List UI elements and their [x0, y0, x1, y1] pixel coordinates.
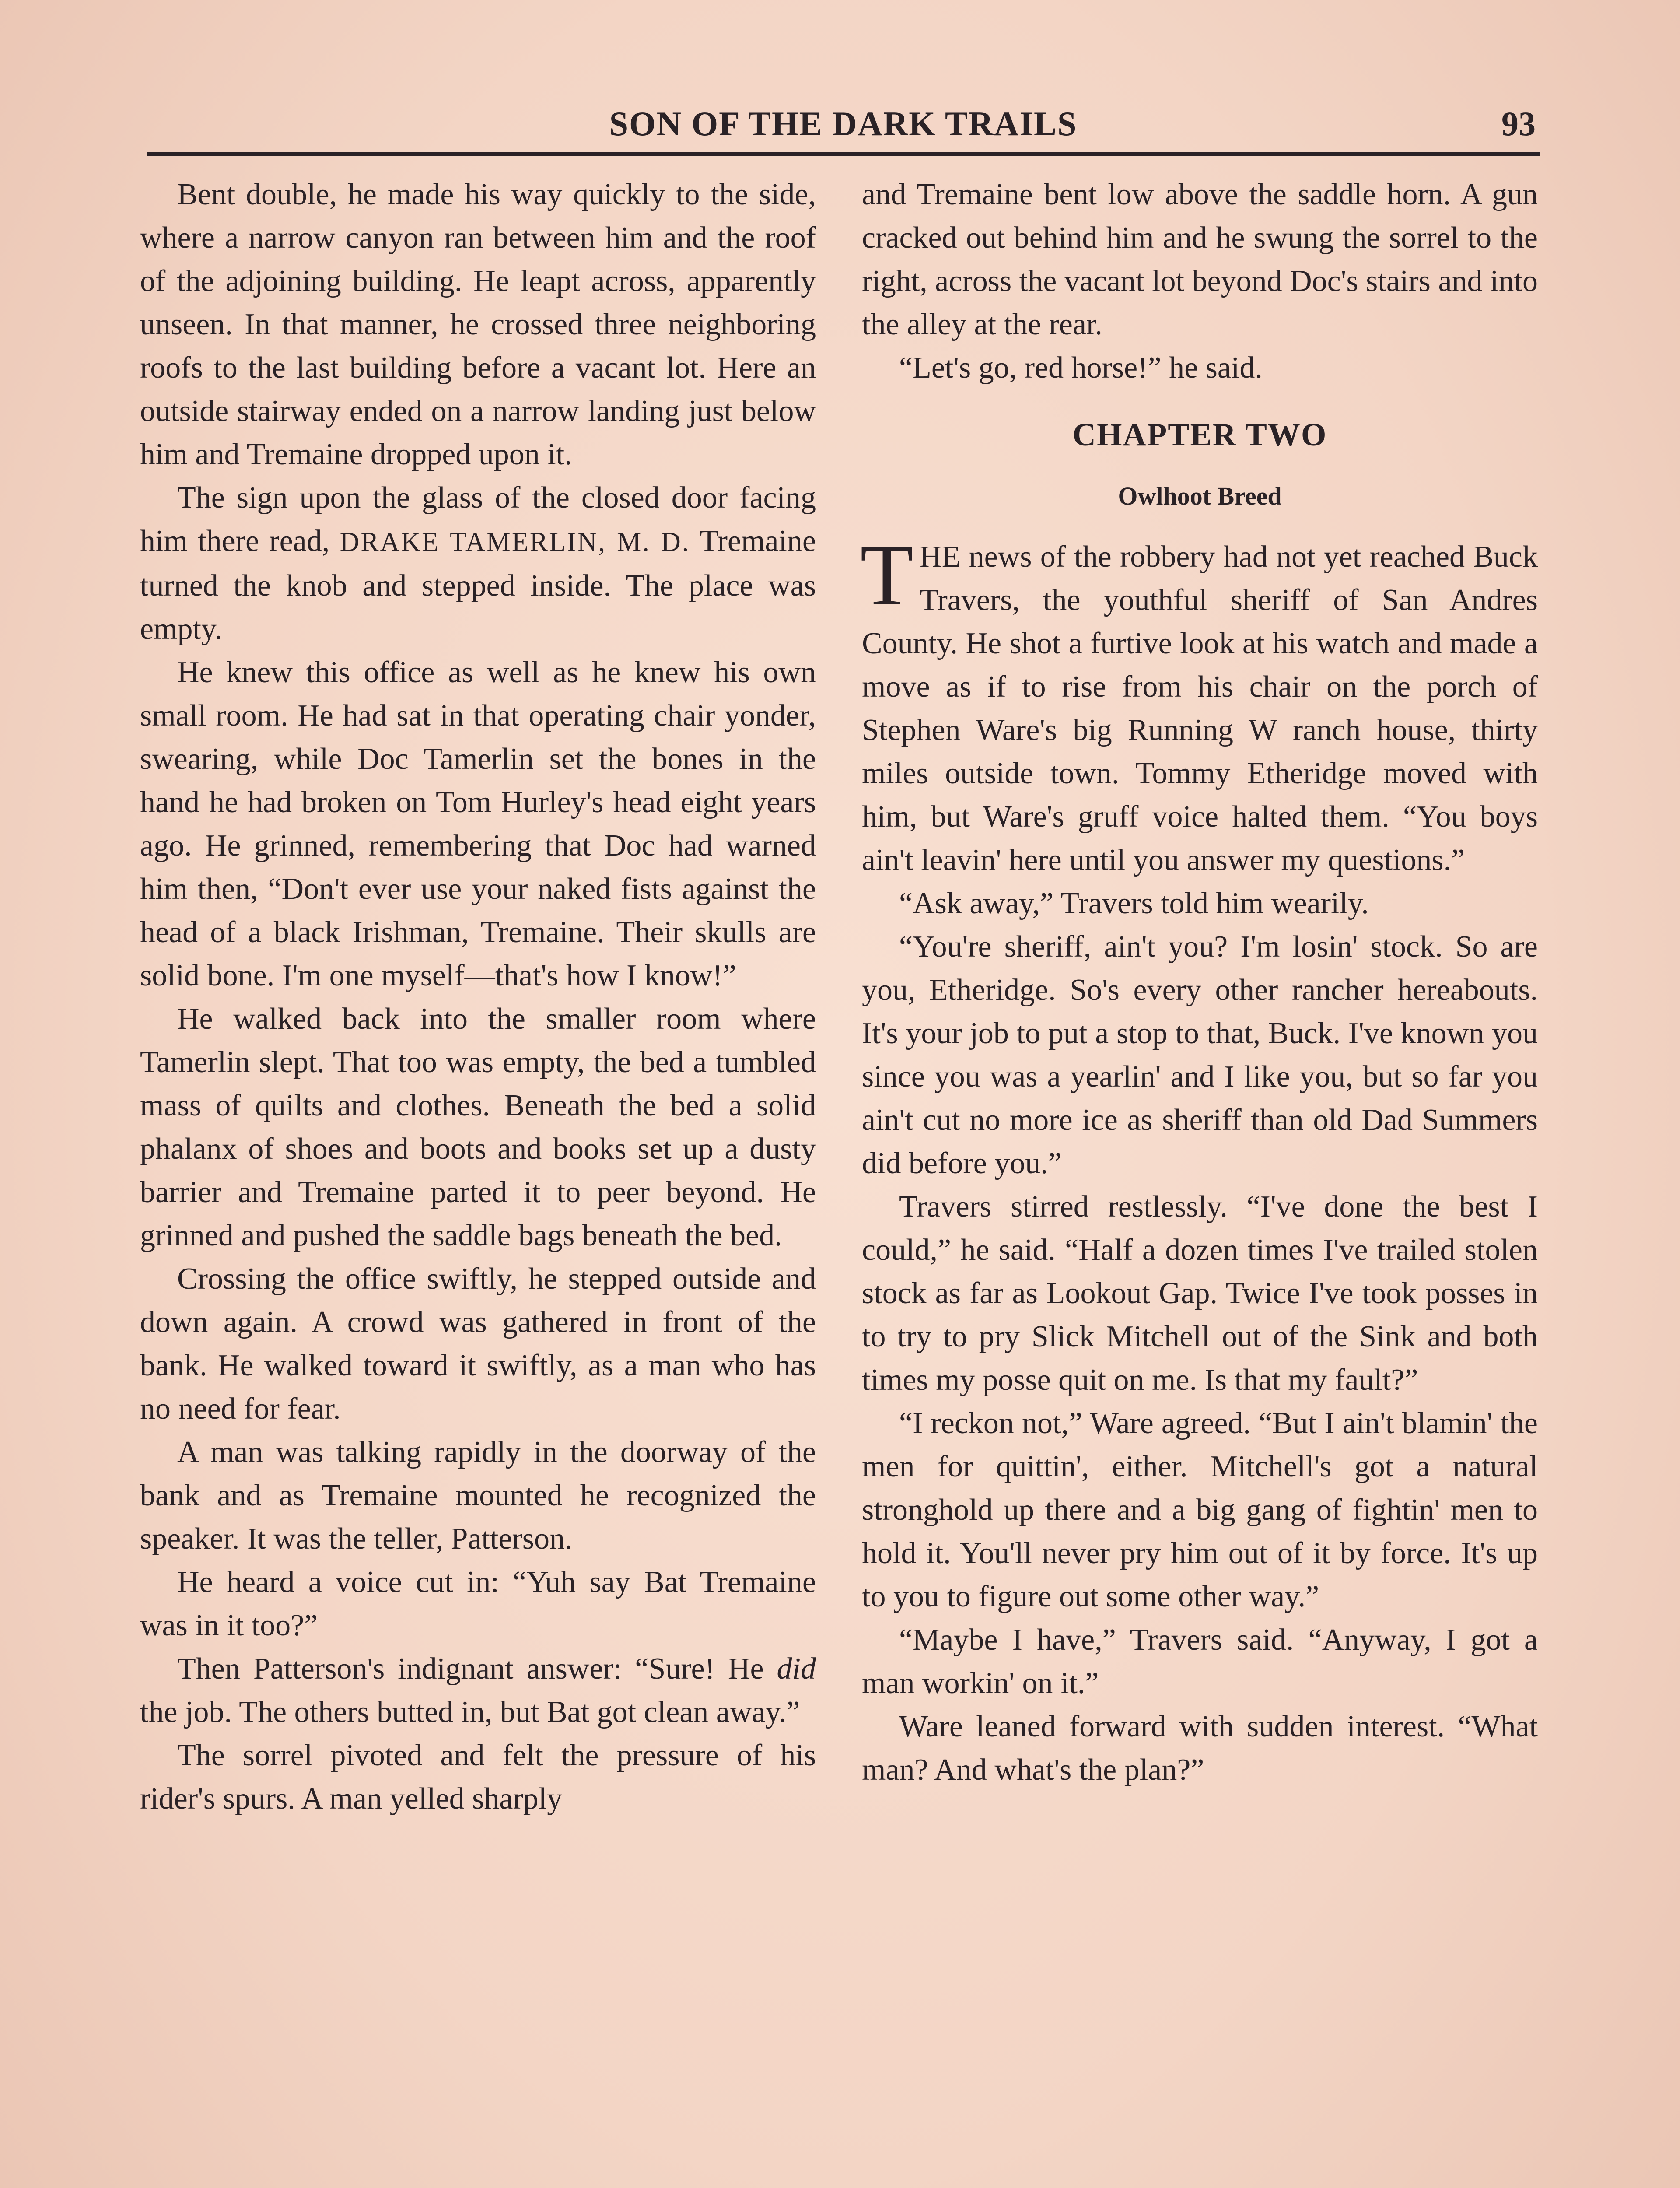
opening-paragraph: THE news of the robbery had not yet reached Buck Travers, the youthful sheriff of San Andres County. He shot a furtive look at his watch and made a move as if to rise from his chair on the porch of Stephen Ware's big Running W ranch house, thirty miles outside town. Tommy Etheridge moved with him, but Ware's gruff voice halted them. “You boys ain't leavin' here until you answer my questions.” — [860, 527, 1538, 877]
running-head: SON OF THE DARK TRAILS — [609, 105, 1078, 143]
paragraph: “I reckon not,” Ware agreed. “But I ain't blamin' the men for quittin', either. Mitchell's got a natural stronghold up there and a big gang of fightin' men to hold it. You'll never pry him out of it by force. It's up to you to figure out some other way.” — [862, 1406, 1538, 1613]
chapter-subtitle: Owlhoot Breed — [1118, 482, 1282, 510]
paragraph: “Maybe I have,” Travers said. “Anyway, I got a man workin' on it.” — [862, 1623, 1538, 1700]
right-column — [862, 173, 1538, 1792]
paragraph: Crossing the office swiftly, he stepped outside and down again. A crowd was gathered in front of the bank. He walked toward it swiftly, as a man who has no need for fear. — [140, 1262, 816, 1426]
paragraph: “You're sheriff, ain't you? I'm losin' stock. So are you, Etheridge. So's every other rancher hereabouts. It's your job to put a stop to that, Buck. I've known you since you was a yearlin' and I like you, but so far you ain't cut no more ice as sheriff than old Dad Summers did before you.” — [862, 930, 1538, 1180]
left-column — [140, 173, 816, 1820]
header-rule — [147, 152, 1540, 156]
page-number: 93 — [1502, 105, 1536, 143]
paragraph: Bent double, he made his way quickly to the side, where a narrow canyon ran between him and the roof of the adjoining building. He leapt across, apparently unseen. In that manner, he crossed three neighboring roofs to the last building before a vacant lot. Here an outside stairway ended on a narrow landing just below him and Tremaine dropped upon it. — [140, 178, 816, 471]
paragraph: “Let's go, red horse!” he said. — [899, 351, 1263, 385]
paragraph: “Ask away,” Travers told him wearily. — [899, 887, 1369, 920]
paragraph: He walked back into the smaller room where Tamerlin slept. That too was empty, the bed a tumbled mass of quilts and clothes. Beneath the bed a solid phalanx of shoes and boots and books set up a dusty barrier and Tremaine parted it to peer beyond. He grinned and pushed the saddle bags beneath the bed. — [140, 1002, 816, 1252]
paragraph: He knew this office as well as he knew his own small room. He had sat in that operating chair yonder, swearing, while Doc Tamerlin set the bones in the hand he had broken on Tom Hurley's head eight years ago. He grinned, remembering that Doc had warned him then, “Don't ever use your naked fists against the head of a black Irishman, Tremaine. Their skulls are solid bone. I'm one myself—that's how I know!” — [140, 656, 816, 992]
paragraph: The sign upon the glass of the closed door facing him there read, DRAKE TAMERLIN, M. D. Tremaine turned the knob and stepped inside. The place was empty. — [140, 481, 816, 646]
page-header — [147, 104, 1540, 152]
paragraph: A man was talking rapidly in the doorway of the bank and as Tremaine mounted he recognized the speaker. It was the teller, Patterson. — [140, 1435, 816, 1556]
paragraph: Ware leaned forward with sudden interest. “What man? And what's the plan?” — [862, 1710, 1538, 1787]
chapter-title: CHAPTER TWO — [1072, 417, 1327, 453]
emphasis: did — [777, 1652, 816, 1686]
paragraph: Then Patterson's indignant answer: “Sure! He did the job. The others butted in, but Bat got clean away.” — [140, 1652, 816, 1729]
doctor-sign-text: DRAKE TAMERLIN, M. D. — [340, 527, 690, 557]
paragraph: and Tremaine bent low above the saddle horn. A gun cracked out behind him and he swung the sorrel to the right, across the vacant lot beyond Doc's stairs and into the alley at the rear. — [862, 178, 1538, 341]
paragraph: He heard a voice cut in: “Yuh say Bat Tremaine was in it too?” — [140, 1565, 816, 1642]
paragraph: Travers stirred restlessly. “I've done the best I could,” he said. “Half a dozen times I've trailed stolen stock as far as Lookout Gap. Twice I've took posses in to try to pry Slick Mitchell out of the Sink and both times my posse quit on me. Is that my fault?” — [862, 1190, 1538, 1397]
paragraph: The sorrel pivoted and felt the pressure of his rider's spurs. A man yelled sharply — [140, 1739, 816, 1816]
drop-cap: T — [860, 527, 914, 624]
